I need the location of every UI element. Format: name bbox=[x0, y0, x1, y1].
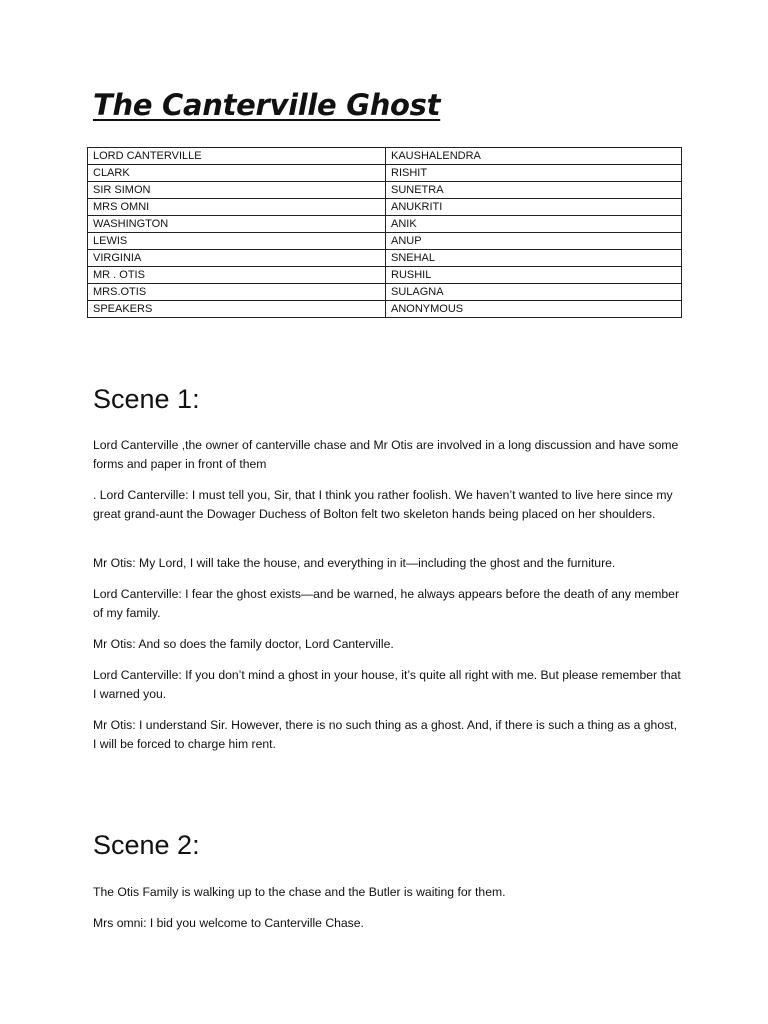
scene-1-paragraph: Mr Otis: My Lord, I will take the house, and everything in it—including the ghost and the furniture. bbox=[93, 556, 616, 570]
table-row bbox=[88, 284, 682, 301]
actor-cell: ANIK bbox=[386, 216, 682, 233]
actor-cell: ANUP bbox=[386, 233, 682, 250]
character-cell: WASHINGTON bbox=[88, 216, 386, 233]
table-row bbox=[88, 233, 682, 250]
character-cell: MRS OMNI bbox=[88, 199, 386, 216]
character-cell: SPEAKERS bbox=[88, 301, 386, 318]
scene-2-paragraph: The Otis Family is walking up to the chase and the Butler is waiting for them. bbox=[93, 885, 506, 899]
table-row bbox=[88, 148, 682, 165]
scene-2-heading: Scene 2: bbox=[93, 830, 200, 860]
character-cell: SIR SIMON bbox=[88, 182, 386, 199]
scene-2-paragraph: Mrs omni: I bid you welcome to Canterville Chase. bbox=[93, 916, 364, 930]
scene-1-paragraph: Mr Otis: And so does the family doctor, Lord Canterville. bbox=[93, 637, 394, 651]
table-row bbox=[88, 267, 682, 284]
actor-cell: SNEHAL bbox=[386, 250, 682, 267]
character-cell: MRS.OTIS bbox=[88, 284, 386, 301]
table-row bbox=[88, 216, 682, 233]
scene-1-paragraph: Lord Canterville ,the owner of canterville chase and Mr Otis are involved in a long discussion and have some forms and paper in front of them bbox=[93, 438, 679, 471]
table-row bbox=[88, 250, 682, 267]
actor-cell: ANUKRITI bbox=[386, 199, 682, 216]
cast-table bbox=[87, 147, 682, 318]
actor-cell: RISHIT bbox=[386, 165, 682, 182]
actor-cell: SULAGNA bbox=[386, 284, 682, 301]
actor-cell: KAUSHALENDRA bbox=[386, 148, 682, 165]
document-title: The Canterville Ghost bbox=[93, 88, 441, 122]
scene-1-paragraph: Lord Canterville: I fear the ghost exists—and be warned, he always appears before the death of any member of my family. bbox=[93, 587, 680, 620]
scene-1-paragraph: Mr Otis: I understand Sir. However, there is no such thing as a ghost. And, if there is such a thing as a ghost, I will be forced to charge him rent. bbox=[93, 718, 677, 751]
scene-1-heading: Scene 1: bbox=[93, 384, 200, 414]
character-cell: MR . OTIS bbox=[88, 267, 386, 284]
table-row bbox=[88, 182, 682, 199]
actor-cell: RUSHIL bbox=[386, 267, 682, 284]
character-cell: LEWIS bbox=[88, 233, 386, 250]
character-cell: CLARK bbox=[88, 165, 386, 182]
actor-cell: ANONYMOUS bbox=[386, 301, 682, 318]
actor-cell: SUNETRA bbox=[386, 182, 682, 199]
scene-1-paragraph: . Lord Canterville: I must tell you, Sir, that I think you rather foolish. We haven’t wanted to live here since my great grand-aunt the Dowager Duchess of Bolton felt two skeleton hands being placed on her shoulders. bbox=[93, 488, 673, 521]
scene-1-paragraph: Lord Canterville: If you don’t mind a ghost in your house, it’s quite all right with me. But please remember that I warned you. bbox=[93, 668, 681, 701]
character-cell: LORD CANTERVILLE bbox=[88, 148, 386, 165]
table-row bbox=[88, 301, 682, 318]
table-row bbox=[88, 199, 682, 216]
character-cell: VIRGINIA bbox=[88, 250, 386, 267]
table-row bbox=[88, 165, 682, 182]
